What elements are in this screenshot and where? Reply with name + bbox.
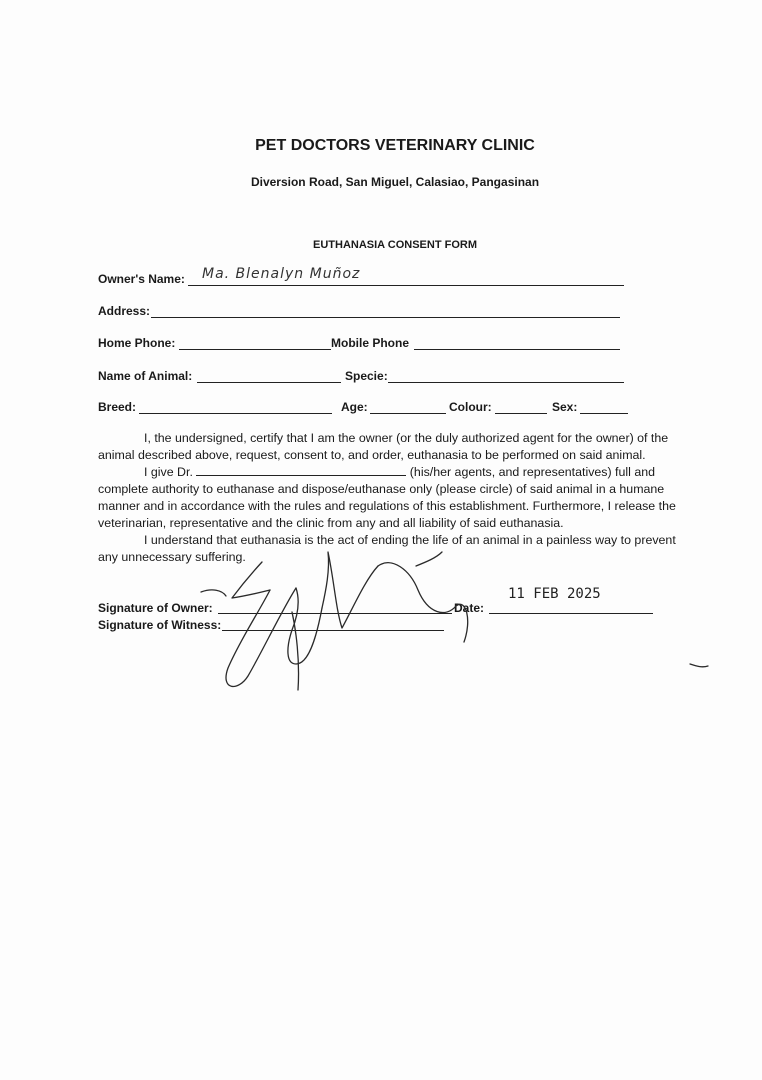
mobile-phone-label: Mobile Phone bbox=[331, 336, 409, 350]
owner-name-label: Owner's Name: bbox=[98, 272, 185, 286]
animal-name-label: Name of Animal: bbox=[98, 369, 193, 383]
paragraph-certify: I, the undersigned, certify that I am the owner (or the duly authorized agent for the owner) of the animal described above, request, consent to, and order, euthanasia to be performed on said animal. bbox=[98, 431, 669, 462]
address-label: Address: bbox=[98, 304, 151, 318]
give-dr-text: I give Dr. bbox=[144, 465, 193, 479]
witness-signature-label: Signature of Witness: bbox=[98, 618, 222, 632]
owner-signature-label: Signature of Owner: bbox=[98, 601, 213, 615]
clinic-name: PET DOCTORS VETERINARY CLINIC bbox=[255, 137, 535, 154]
form-title: EUTHANASIA CONSENT FORM bbox=[313, 239, 477, 251]
age-label: Age: bbox=[341, 400, 368, 414]
clinic-address: Diversion Road, San Miguel, Calasiao, Pangasinan bbox=[250, 175, 540, 189]
owner-name-handwriting: Ma. Blenalyn Muñoz bbox=[202, 266, 361, 282]
breed-label: Breed: bbox=[98, 400, 137, 414]
colour-label: Colour: bbox=[449, 400, 492, 414]
sex-label: Sex: bbox=[552, 400, 578, 414]
date-stamp: 11 FEB 2025 bbox=[508, 586, 601, 602]
authority-text: (his/her agents, and representatives) full and complete authority to euthanase and dispose/euthanase only (please circle) of said animal in a humane manner and in accordance with the rules and regulations of this establishment. Furthermore, I release the veterinarian, representative and the clinic from any and all liability of said euthanasia. bbox=[98, 465, 676, 530]
date-label: Date: bbox=[454, 601, 485, 615]
home-phone-label: Home Phone: bbox=[98, 336, 176, 350]
paragraph-understand: I understand that euthanasia is the act of ending the life of an animal in a painless way to prevent any unnecessary suffering. bbox=[98, 533, 676, 564]
specie-label: Specie: bbox=[345, 369, 388, 383]
